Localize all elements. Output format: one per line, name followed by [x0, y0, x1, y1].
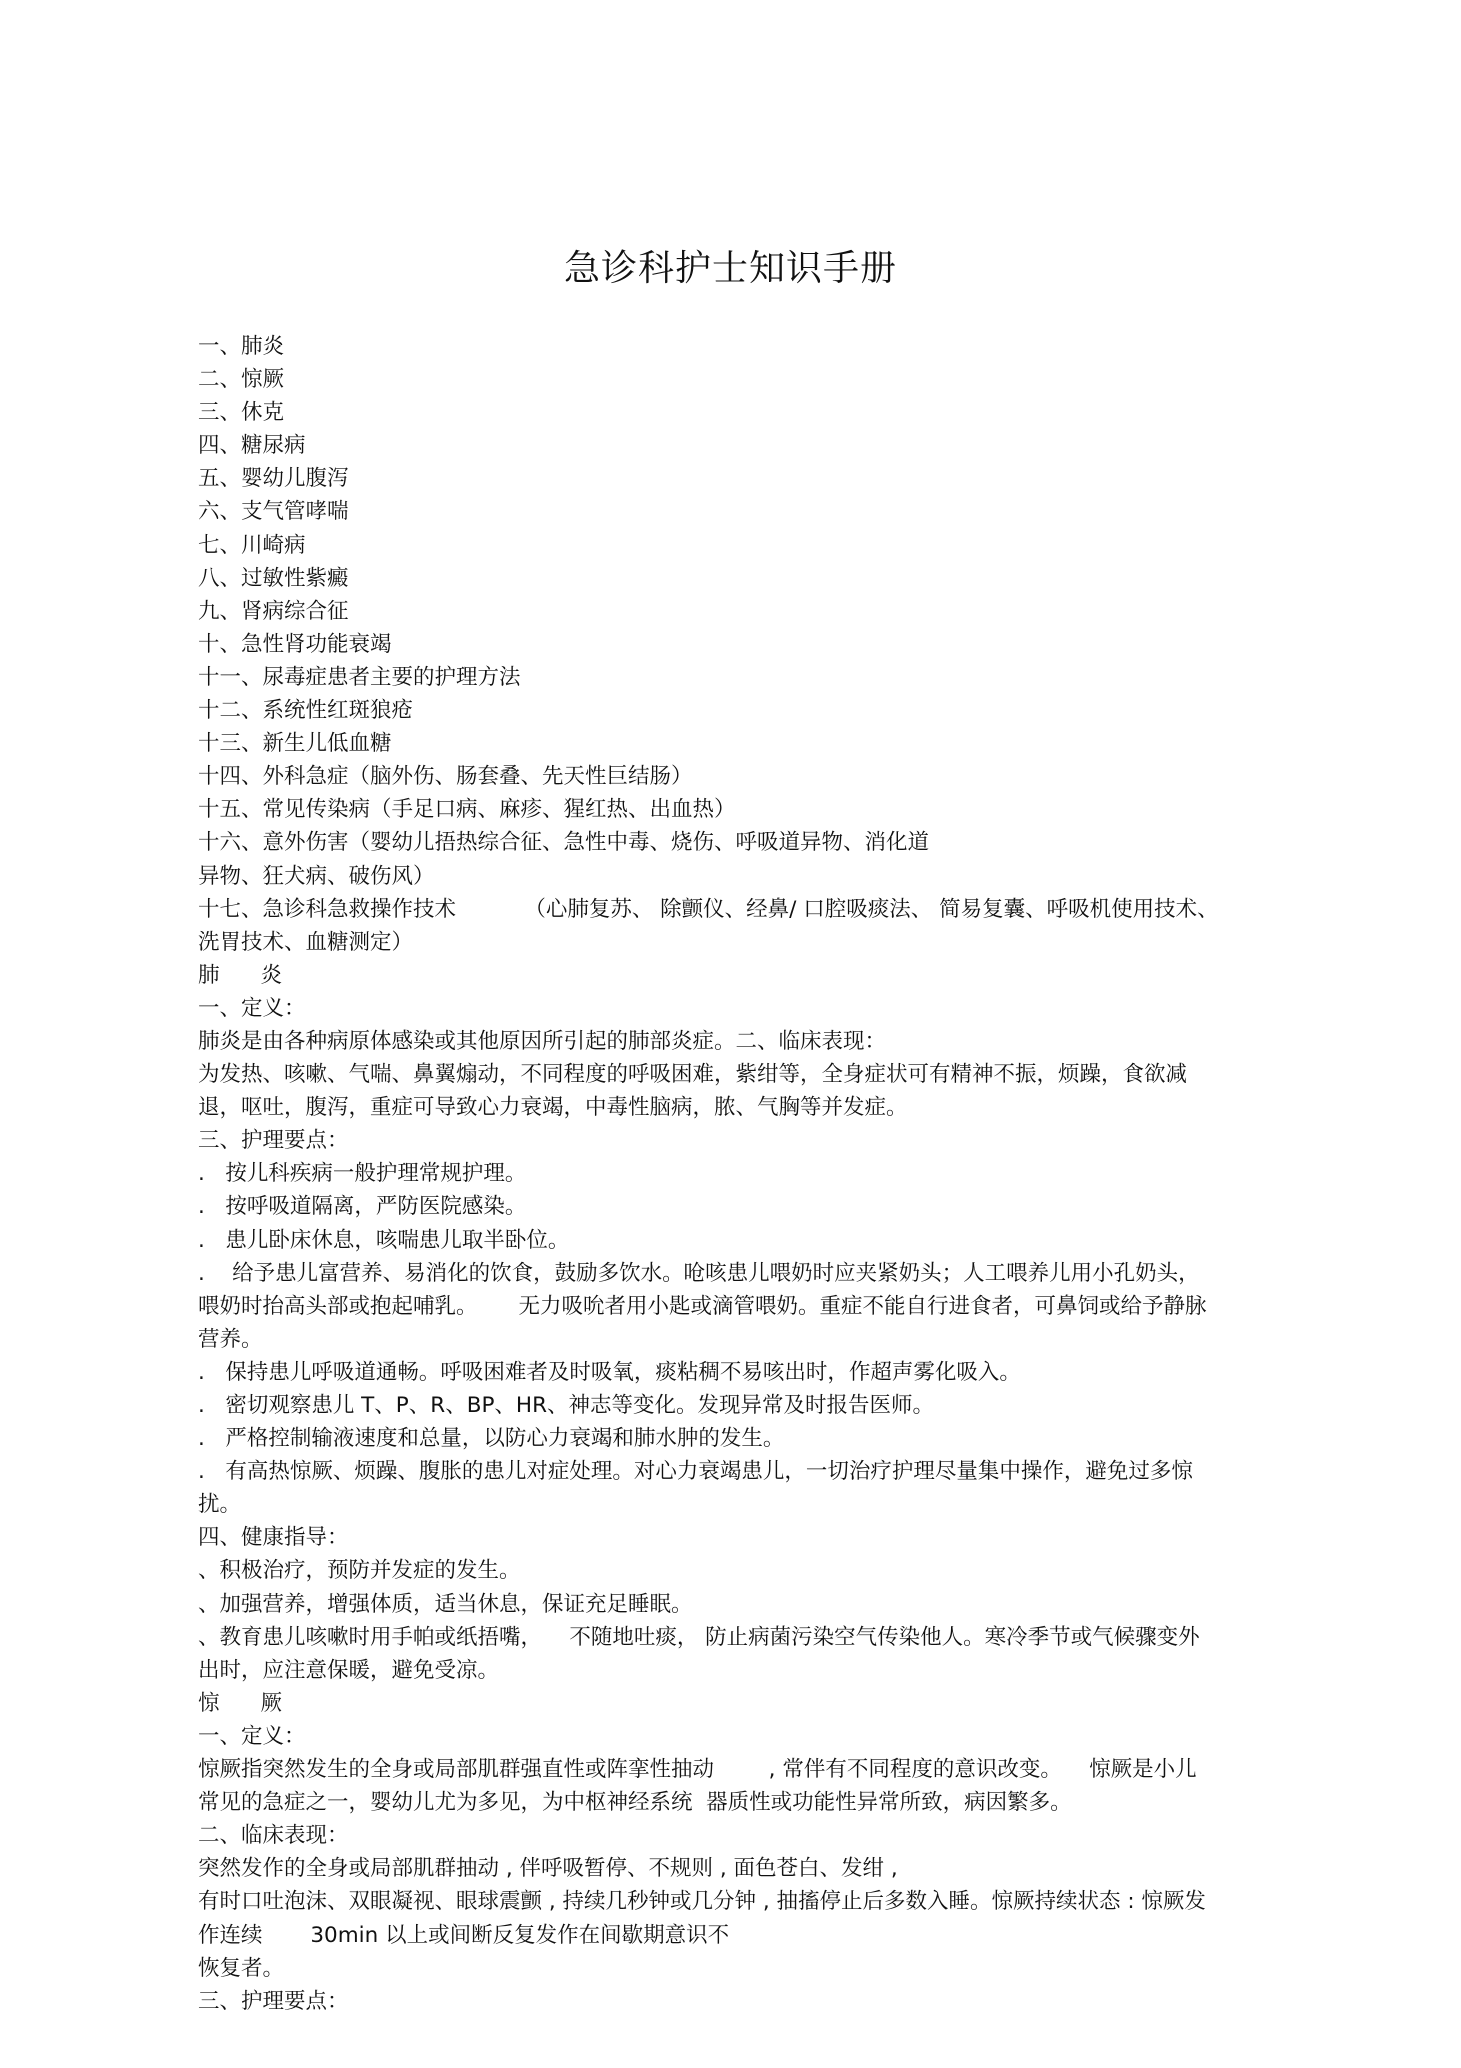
- text-line: . 密切观察患儿 T、P、R、BP、HR、神志等变化。发现异常及时报告医师。: [198, 1393, 935, 1418]
- text-line: . 按呼吸道隔离，严防医院感染。: [198, 1194, 527, 1220]
- text-line: . 有高热惊厥、烦躁、腹胀的患儿对症处理。对心力衰竭患儿，一切治疗护理尽量集中操作，避免过多惊: [198, 1459, 1193, 1485]
- text-line: 营养。: [198, 1326, 263, 1352]
- text-line: . 按儿科疾病一般护理常规护理。: [198, 1161, 527, 1187]
- text-line: 八、过敏性紫癜: [198, 565, 349, 591]
- text-line: 肺炎是由各种病原体感染或其他原因所引起的肺部炎症。二、临床表现：: [198, 1028, 887, 1054]
- text-line: 突然发作的全身或局部肌群抽动 , 伴呼吸暂停、不规则 , 面色苍白、发绀 ,: [198, 1856, 898, 1882]
- text-line: . 给予患儿富营养、易消化的饮食，鼓励多饮水。呛咳患儿喂奶时应夹紧奶头；人工喂养儿用小孔奶头，: [198, 1260, 1200, 1286]
- text-line: 一、定义：: [198, 1723, 306, 1749]
- text-line: . 保持患儿呼吸道通畅。呼吸困难者及时吸氧，痰粘稠不易咳出时，作超声雾化吸入。: [198, 1359, 1021, 1385]
- text-line: 二、惊厥: [198, 367, 285, 393]
- document-body: [198, 330, 1278, 2018]
- text-line: 十、急性肾功能衰竭: [198, 631, 392, 657]
- text-line: 出时，应注意保暖，避免受凉。: [198, 1657, 500, 1683]
- text-line: 七、川崎病: [198, 532, 306, 558]
- text-line: 一、肺炎: [198, 334, 285, 359]
- text-line: 六、支气管哮喘: [198, 499, 349, 525]
- text-line: 作连续 30min 以上或间断反复发作在间歇期意识不: [198, 1922, 730, 1948]
- text-line: 十七、急诊科急救操作技术 （心肺复苏、 除颤仪、经鼻/ 口腔吸痰法、 简易复囊、呼吸机使用技术、: [198, 896, 1219, 922]
- text-line: . 严格控制输液速度和总量，以防心力衰竭和肺水肿的发生。: [198, 1426, 785, 1452]
- text-line: 四、糖尿病: [198, 433, 306, 459]
- text-line: 有时口吐泡沫、双眼凝视、眼球震颤 , 持续几秒钟或几分钟 , 抽搐停止后多数入睡。惊厥持续状态 : 惊厥发: [198, 1889, 1206, 1915]
- text-line: 、积极治疗，预防并发症的发生。: [198, 1558, 521, 1584]
- text-line: 、加强营养，增强体质，适当休息，保证充足睡眠。: [198, 1591, 693, 1617]
- text-line: 四、健康指导：: [198, 1525, 349, 1551]
- text-line: 一、定义：: [198, 995, 306, 1021]
- text-line: 十五、常见传染病（手足口病、麻疹、猩红热、出血热）: [198, 797, 736, 823]
- text-line: 十二、系统性红斑狼疮: [198, 698, 414, 724]
- text-line: 惊厥指突然发生的全身或局部肌群强直性或阵挛性抽动 , 常伴有不同程度的意识改变。 惊厥是小儿: [198, 1757, 1197, 1783]
- text-line: 扰。: [198, 1492, 242, 1518]
- text-line: 三、护理要点：: [198, 1128, 349, 1154]
- text-line: 十四、外科急症（脑外伤、肠套叠、先天性巨结肠）: [198, 764, 693, 790]
- text-line: 三、护理要点：: [198, 1988, 349, 2014]
- text-line: 三、休克: [198, 400, 285, 426]
- text-line: . 患儿卧床休息，咳喘患儿取半卧位。: [198, 1227, 570, 1253]
- text-line: 五、婴幼儿腹泻: [198, 466, 349, 492]
- text-line: 惊 厥: [198, 1690, 283, 1716]
- text-line: 肺 炎: [198, 962, 283, 988]
- text-line: 九、肾病综合征: [198, 598, 349, 624]
- text-line: 十三、新生儿低血糖: [198, 731, 392, 757]
- text-line: 喂奶时抬高头部或抱起哺乳。 无力吸吮者用小匙或滴管喂奶。重症不能自行进食者，可鼻饲或给予静脉: [198, 1293, 1207, 1319]
- text-line: 常见的急症之一，婴幼儿尤为多见，为中枢神经系统 器质性或功能性异常所致，病因繁多。: [198, 1790, 1072, 1816]
- document-title: 急诊科护士知识手册: [563, 248, 897, 289]
- text-line: 十六、意外伤害（婴幼儿捂热综合征、急性中毒、烧伤、呼吸道异物、消化道: [198, 830, 930, 856]
- text-line: 异物、狂犬病、破伤风）: [198, 863, 435, 889]
- text-line: 洗胃技术、血糖测定）: [198, 929, 414, 955]
- text-line: 十一、尿毒症患者主要的护理方法: [198, 664, 521, 690]
- text-line: 、教育患儿咳嗽时用手帕或纸捂嘴， 不随地吐痰， 防止病菌污染空气传染他人。寒冷季节或气候骤变外: [198, 1624, 1200, 1650]
- text-line: 为发热、咳嗽、气喘、鼻翼煽动，不同程度的呼吸困难，紫绀等，全身症状可有精神不振，烦躁，食欲减: [198, 1062, 1188, 1088]
- text-line: 恢复者。: [198, 1955, 285, 1981]
- text-line: 二、临床表现：: [198, 1823, 349, 1849]
- text-line: 退，呕吐，腹泻，重症可导致心力衰竭，中毒性脑病，脓、气胸等并发症。: [198, 1095, 908, 1121]
